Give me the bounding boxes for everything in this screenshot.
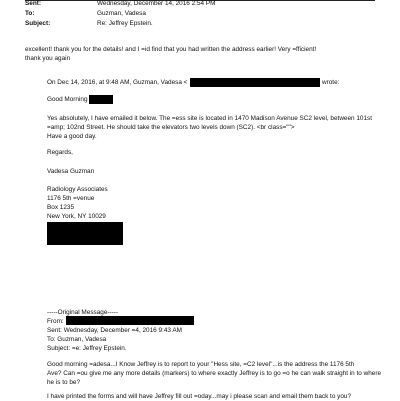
subject-label: Subject:	[25, 20, 51, 27]
sent-label: Sent:	[25, 0, 41, 7]
reply-line-1: excellent! thank you for the details! and I =id find that you had written the address earlier! Very =fficient!	[25, 46, 317, 53]
original-to: To: Guzman, Vadesa	[47, 336, 107, 343]
to-label: To:	[25, 10, 35, 17]
quoted-regards: Regards,	[47, 149, 73, 156]
quoted-intro-start: On Dec 14, 2016, at 9:48 AM, Guzman, Vadesa <	[47, 79, 188, 86]
original-divider: -----Original Message-----	[47, 309, 119, 316]
quoted-intro	[47, 79, 187, 87]
original-subject: Subject: =e: Jeffrey Epstein.	[47, 345, 127, 352]
quoted-intro-end: wrote:	[322, 79, 340, 86]
to-value: Guzman, Vadesa	[97, 10, 146, 17]
subject-value: Re: Jeffrey Epstein.	[97, 20, 153, 27]
quoted-greeting: Good Morning	[47, 96, 88, 103]
redaction-email-2	[66, 316, 194, 325]
original-from-label: From:	[47, 318, 64, 325]
signature-address-3: New York, NY 10029	[47, 213, 106, 220]
original-sent: Sent: Wednesday, December =4, 2016 9:43 AM	[47, 327, 182, 334]
quoted-body-1: Yes absolutely, I have emailed it below. The =ess site is located in 1470 Madison Avenue SC2 level, between 101st	[47, 115, 373, 122]
original-body-1: Good morning =adesa...I Know Jeffrey is to report to your "Hess site, =C2 level"...is the address the 1176 5th	[47, 361, 355, 368]
original-body-4: I have printed the forms and will have Jeffrey fill out =oday...may i please scan and email them back to you?	[47, 393, 352, 400]
original-body-2: Ave? Can =ou give me any more details (markers) to where exactly Jeffrey is to go =o he can walk straight in to where	[47, 370, 382, 377]
redaction-name	[89, 95, 113, 104]
redaction-signature-contact	[47, 222, 123, 245]
sent-value: Wednesday, December 14, 2016 2:54 PM	[97, 0, 216, 7]
reply-line-2: thank you again	[25, 55, 71, 62]
redaction-email-1	[190, 78, 320, 87]
signature-address-1: 1176 5th =venue	[47, 195, 95, 202]
signature-address-2: Box 1235	[47, 204, 75, 211]
quoted-body-2: =amp; 102nd Street. He should take the elevators two levels down (SC2). <br class="">	[47, 124, 295, 131]
quoted-body-3: Have a good day.	[47, 133, 97, 140]
signature-name: Vadesa Guzman	[47, 168, 95, 175]
original-body-3: he is to be?	[47, 379, 81, 386]
signature-org: Radiology Associates	[47, 186, 108, 193]
